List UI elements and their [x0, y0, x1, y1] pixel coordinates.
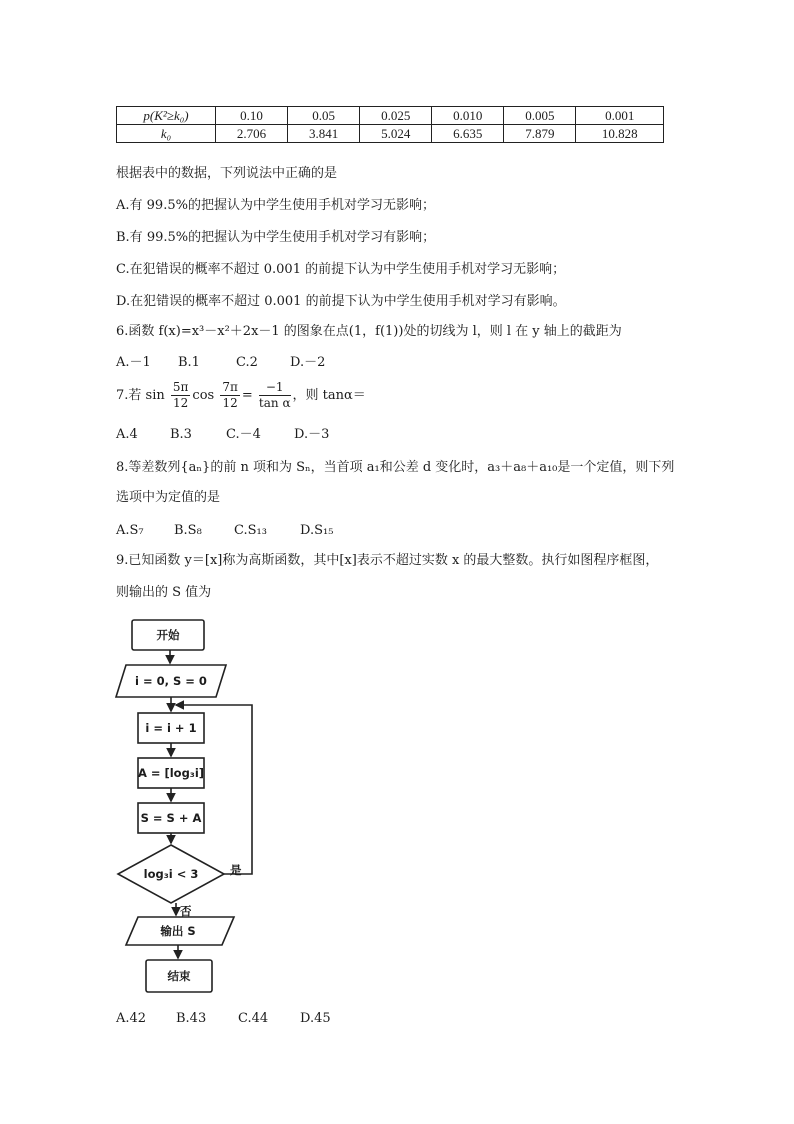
option-a: A.42	[116, 1011, 147, 1026]
yes-label: 是	[230, 863, 242, 877]
q7-suffix: ，则 tanα＝	[292, 388, 366, 403]
step-increment-label: i = i + 1	[145, 721, 197, 735]
option-d: D.－2	[290, 355, 326, 370]
option-a: A.S₇	[116, 523, 144, 538]
start-label: 开始	[156, 628, 180, 642]
q9-options	[116, 1010, 331, 1028]
table-cell: 7.879	[504, 125, 576, 143]
table-cell: k₀	[117, 125, 216, 143]
option-b: B.43	[176, 1011, 207, 1026]
q9-line1: 9.已知函数 y＝[x]称为高斯函数，其中[x]表示不超过实数 x 的最大整数。执行如图程序框图，	[116, 553, 659, 568]
table-cell: 3.841	[288, 125, 360, 143]
option-c: C.2	[236, 355, 258, 370]
condition-label: log₃i < 3	[143, 867, 199, 881]
table-cell: 0.05	[288, 107, 360, 125]
table-cell: 10.828	[576, 125, 664, 143]
q7-prefix: 7.若 sin	[116, 388, 165, 403]
option-d: D.45	[300, 1011, 331, 1026]
step-floor-log-label: A = [log₃i]	[137, 766, 205, 780]
q9-line2: 则输出的 S 值为	[116, 585, 212, 600]
q5-option-b: B.有 99.5%的把握认为中学生使用手机对学习有影响；	[116, 230, 436, 245]
option-c: C.S₁₃	[234, 523, 267, 538]
table-cell: p(K²≥k₀)	[117, 107, 216, 125]
step-sum-label: S = S + A	[140, 811, 202, 825]
option-b: B.1	[178, 355, 200, 370]
fraction-numerator: −1	[259, 380, 291, 396]
end-label: 结束	[167, 969, 191, 983]
table-cell: 6.635	[432, 125, 504, 143]
table-cell: 0.025	[360, 107, 432, 125]
q7-cos: cos	[192, 388, 215, 403]
fraction-numerator: 5π	[172, 380, 189, 394]
q8-line1: 8.等差数列{aₙ}的前 n 项和为 Sₙ，当首项 a₁和公差 d 变化时，a₃＋a₈＋a₁₀是一个定值，则下列	[116, 460, 675, 475]
option-c: C.－4	[226, 427, 261, 442]
fraction-denominator: 12	[222, 396, 238, 410]
table-cell: 2.706	[216, 125, 288, 143]
q5-option-d: D.在犯错误的概率不超过 0.001 的前提下认为中学生使用手机对学习有影响。	[116, 294, 566, 309]
fraction-numerator: 7π	[222, 380, 238, 394]
table-cell: 0.010	[432, 107, 504, 125]
q5-option-a: A.有 99.5%的把握认为中学生使用手机对学习无影响；	[116, 198, 435, 213]
option-b: B.S₈	[174, 523, 202, 538]
table-cell: 0.001	[576, 107, 664, 125]
fraction-denominator: tan α	[258, 396, 291, 410]
q6-stem: 6.函数 f(x)=x³－x²＋2x－1 的图象在点(1，f(1))处的切线为 l，则 l 在 y 轴上的截距为	[116, 324, 622, 339]
table-cell: 5.024	[360, 125, 432, 143]
output-label: 输出 S	[160, 924, 196, 938]
no-label: 否	[180, 904, 192, 918]
table-cell: 0.005	[504, 107, 576, 125]
q5-option-c: C.在犯错误的概率不超过 0.001 的前提下认为中学生使用手机对学习无影响；	[116, 262, 566, 277]
option-b: B.3	[170, 427, 192, 442]
q8-line2: 选项中为定值的是	[116, 490, 221, 505]
q7-equals: =	[241, 388, 253, 403]
option-a: A.4	[116, 427, 138, 442]
q5-stem: 根据表中的数据，下列说法中正确的是	[116, 166, 338, 181]
fraction-denominator: 12	[173, 396, 189, 410]
init-label: i = 0, S = 0	[135, 674, 207, 688]
option-d: D.S₁₅	[300, 523, 334, 538]
table-cell: 0.10	[216, 107, 288, 125]
option-d: D.－3	[294, 427, 330, 442]
option-a: A.－1	[116, 355, 151, 370]
option-c: C.44	[238, 1011, 269, 1026]
